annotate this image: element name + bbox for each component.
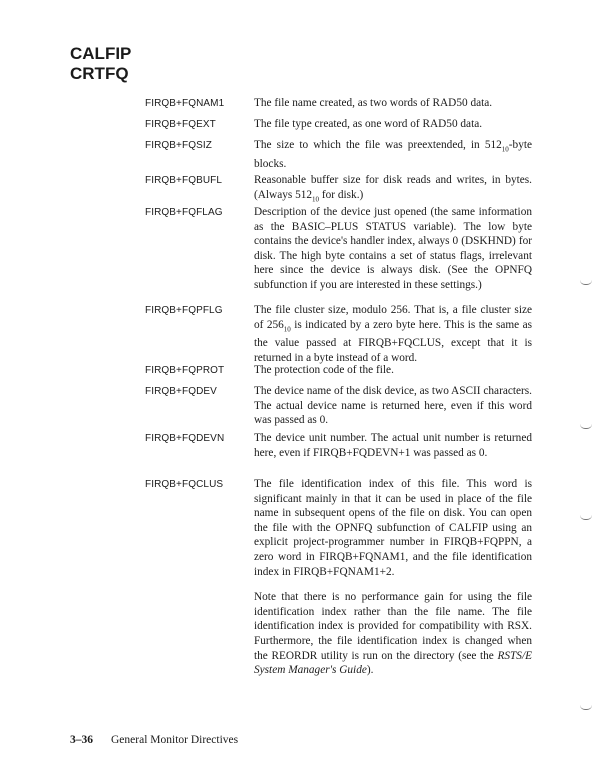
heading-crtfq: CRTFQ [70, 64, 129, 83]
field-term: FIRQB+FQEXT [145, 119, 216, 130]
field-term: FIRQB+FQFLAG [145, 207, 223, 218]
field-term: FIRQB+FQSIZ [145, 140, 212, 151]
manual-title: RSTS/E System Manager's Guide [254, 649, 532, 677]
subscript: 10 [312, 194, 320, 203]
scan-mark [580, 515, 592, 520]
page-heading [70, 44, 131, 84]
scan-mark [580, 424, 592, 429]
subscript: 10 [283, 324, 291, 333]
field-description: The size to which the file was preextended, in $512_{10}$-byte blocks. [254, 139, 532, 170]
field-description: The device unit number. The actual unit number is returned here, even if FIRQB+FQDEVN+1 was passed as 0. [254, 432, 532, 459]
field-description: The file type created, as one word of RAD50 data. [254, 118, 483, 130]
scan-mark [580, 705, 592, 710]
field-term: FIRQB+FQPROT [145, 365, 225, 376]
field-description: The file identification index of this file. This word is significant mainly in that it can be used in place of the file name in subsequent opens of the file on disk. You can open the file with the OPNFQ subfunction of CALFIP using an explicit project-programmer number in FIRQB+FQPPN, a zero word in FIRQB+FQNAM1, and the file identification index in FIRQB+FQNAM1+2. Note that there is no performance gain for using the file identification index rather than the file name. The file identification index is provided for compatibility with RSX. Furthermore, the file identification index is changed when the REORDR utility is run on the directory (see the RSTS/E System Manager's Guide). [254, 478, 532, 677]
field-description: Reasonable buffer size for disk reads and writes, in bytes. (Always $512_{10}$ for disk.) [254, 174, 532, 203]
field-description: The device name of the disk device, as two ASCII characters. The actual device name is returned here, even if this word was passed as 0. [254, 385, 532, 427]
field-description: The file name created, as two words of RAD50 data. [254, 97, 493, 109]
field-term: FIRQB+FQCLUS [145, 479, 224, 490]
scan-mark [580, 280, 592, 285]
field-term: FIRQB+FQNAM1 [145, 98, 225, 109]
field-term: FIRQB+FQPFLG [145, 305, 223, 316]
subscript: 10 [501, 145, 509, 154]
field-description: Description of the device just opened (the same information as the BASIC–PLUS STATUS variable). The low byte contains the device's handler index, always 0 (DSKHND) for disk. The high byte contains a set of status flags, irrelevant here since the device is always disk. (See the OPNFQ subfunction if you are interested in these settings.) [254, 206, 532, 291]
page-footer [70, 734, 238, 746]
section-title: General Monitor Directives [111, 734, 239, 746]
heading-calfip: CALFIP [70, 44, 132, 63]
field-term: FIRQB+FQDEVN [145, 433, 225, 444]
field-description: The protection code of the file. [254, 364, 394, 376]
field-description: The file cluster size, modulo 256. That is, a file cluster size of $256_{10}$ is indicated by a zero byte here. This is the same as the value passed at FIRQB+FQCLUS, except that it is returned in a byte instead of a word. [254, 304, 532, 365]
field-term: FIRQB+FQBUFL [145, 175, 223, 186]
field-term: FIRQB+FQDEV [145, 386, 217, 397]
note-paragraph: Note that there is no performance gain for using the file identification index rather than the file name. The file identification index is provided for compatibility with RSX. Furthermore, the file identification index is changed when the REORDR utility is run on the directory (see the RSTS/E System Manager's Guide). [254, 591, 532, 677]
page-number: 3–36 [70, 734, 93, 746]
